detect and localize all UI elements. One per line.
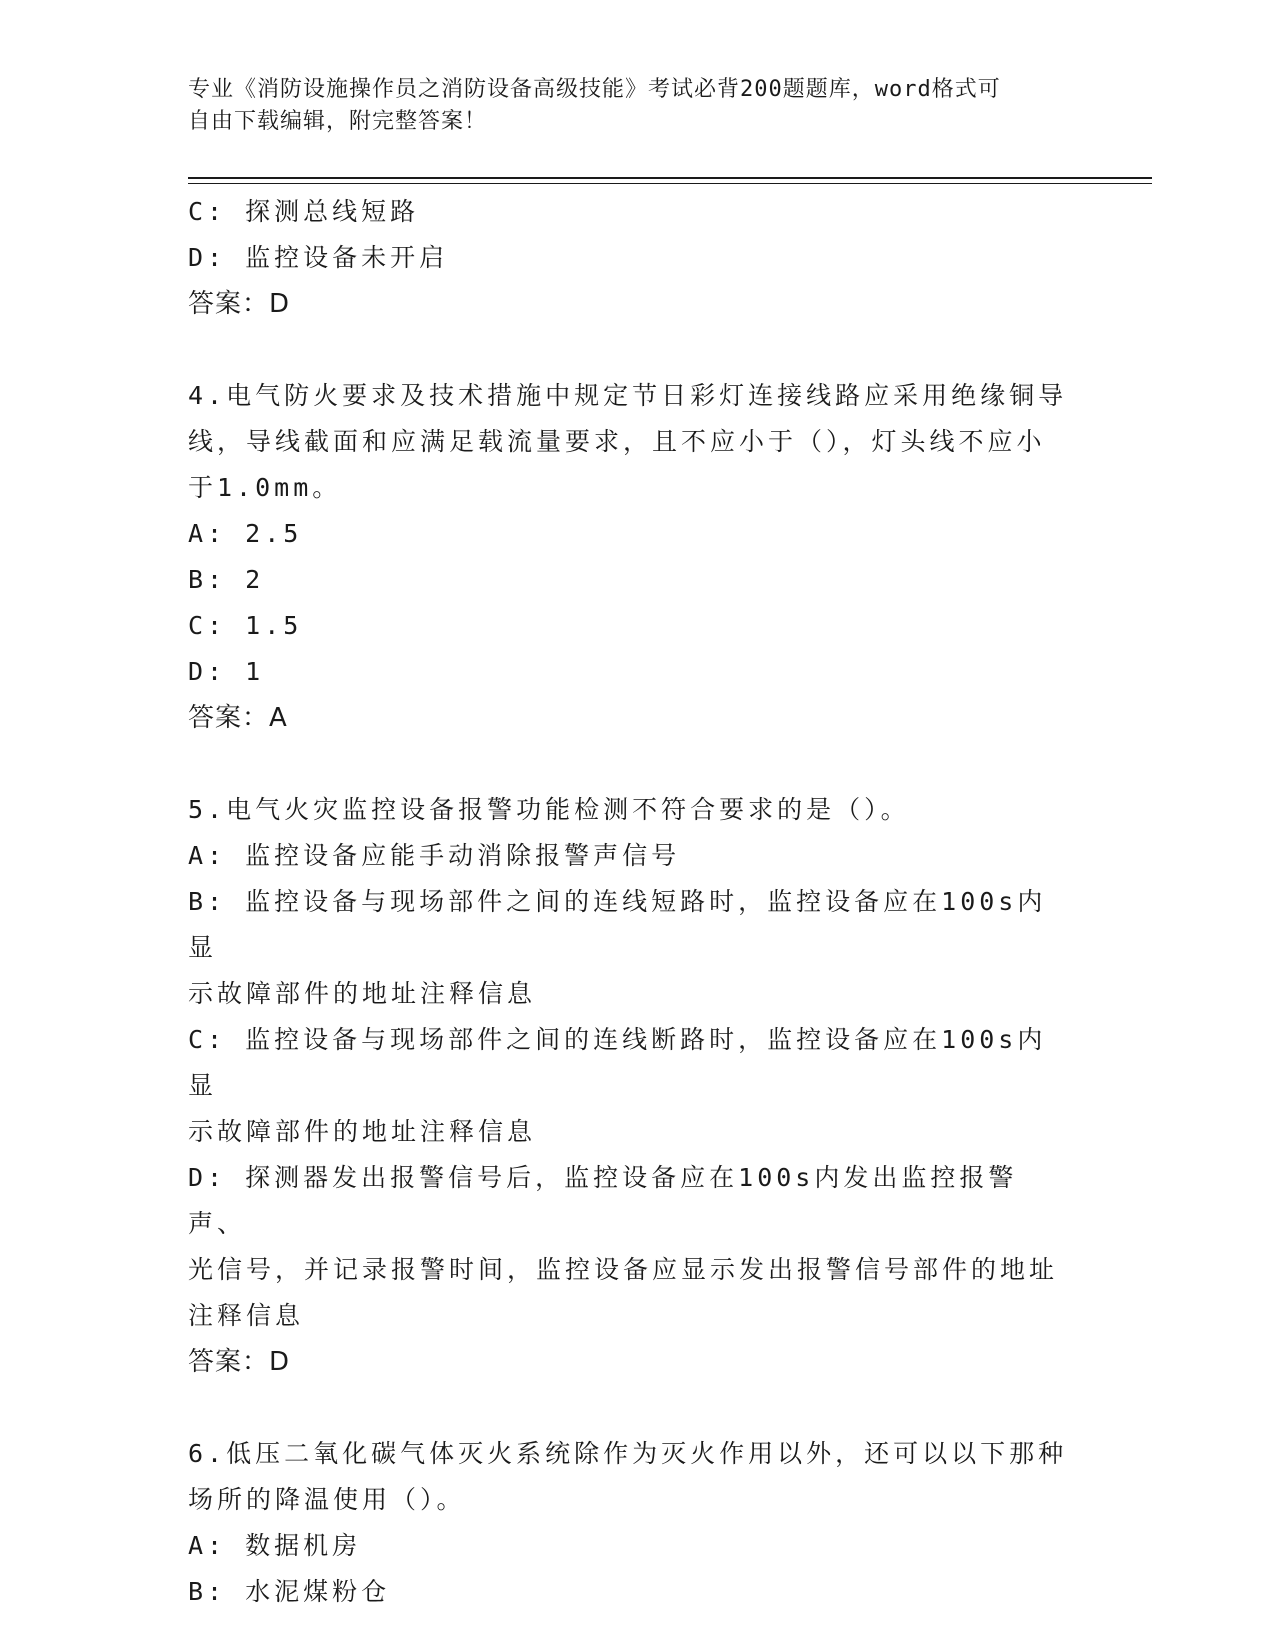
header-rule-thick [188, 177, 1152, 179]
document-body [188, 189, 1068, 1615]
option-d: D: 监控设备未开启 [188, 243, 449, 272]
question-stem: 4.电气防火要求及技术措施中规定节日彩灯连接线路应采用绝缘铜导 [188, 381, 1068, 410]
option-b: B: 2 [188, 565, 265, 594]
question-stem: 场所的降温使用（）。 [188, 1485, 466, 1514]
answer-line: 答案：D [188, 289, 291, 319]
option-b: B: 水泥煤粉仓 [188, 1577, 391, 1606]
question-3-block [188, 189, 1068, 327]
option-d-continued: 注释信息 [188, 1301, 305, 1330]
answer-line: 答案：A [188, 703, 288, 733]
option-d-continued: 光信号，并记录报警时间，监控设备应显示发出报警信号部件的地址 [188, 1255, 1059, 1284]
option-b: B: 监控设备与现场部件之间的连线短路时，监控设备应在100s内显 [188, 887, 1047, 962]
option-c: C: 1.5 [188, 611, 303, 640]
spacer [188, 1385, 1068, 1431]
option-c: C: 监控设备与现场部件之间的连线断路时，监控设备应在100s内显 [188, 1025, 1047, 1100]
option-d: D: 探测器发出报警信号后，监控设备应在100s内发出监控报警声、 [188, 1163, 1018, 1238]
option-a: A: 数据机房 [188, 1531, 362, 1560]
question-4-block [188, 373, 1068, 741]
header-title-line-1: 专业《消防设施操作员之消防设备高级技能》考试必背200题题库，word格式可 [188, 77, 1001, 102]
spacer [188, 327, 1068, 373]
option-a: A: 监控设备应能手动消除报警声信号 [188, 841, 681, 870]
question-stem: 线，导线截面和应满足载流量要求，且不应小于（），灯头线不应小 [188, 427, 1046, 456]
question-5-block [188, 787, 1068, 1385]
option-a: A: 2.5 [188, 519, 303, 548]
question-stem: 5.电气火灾监控设备报警功能检测不符合要求的是（）。 [188, 795, 910, 824]
option-d: D: 1 [188, 657, 265, 686]
header-title-line-2: 自由下载编辑，附完整答案！ [188, 109, 488, 134]
spacer [188, 741, 1068, 787]
question-6-block [188, 1431, 1068, 1615]
answer-line: 答案：D [188, 1347, 291, 1377]
option-c: C: 探测总线短路 [188, 197, 420, 226]
question-stem: 于1.0mm。 [188, 473, 342, 502]
header-rule-thin [188, 183, 1152, 184]
option-b-continued: 示故障部件的地址注释信息 [188, 979, 537, 1008]
option-c-continued: 示故障部件的地址注释信息 [188, 1117, 537, 1146]
document-header [188, 74, 1068, 138]
question-stem: 6.低压二氧化碳气体灭火系统除作为灭火作用以外，还可以以下那种 [188, 1439, 1068, 1468]
